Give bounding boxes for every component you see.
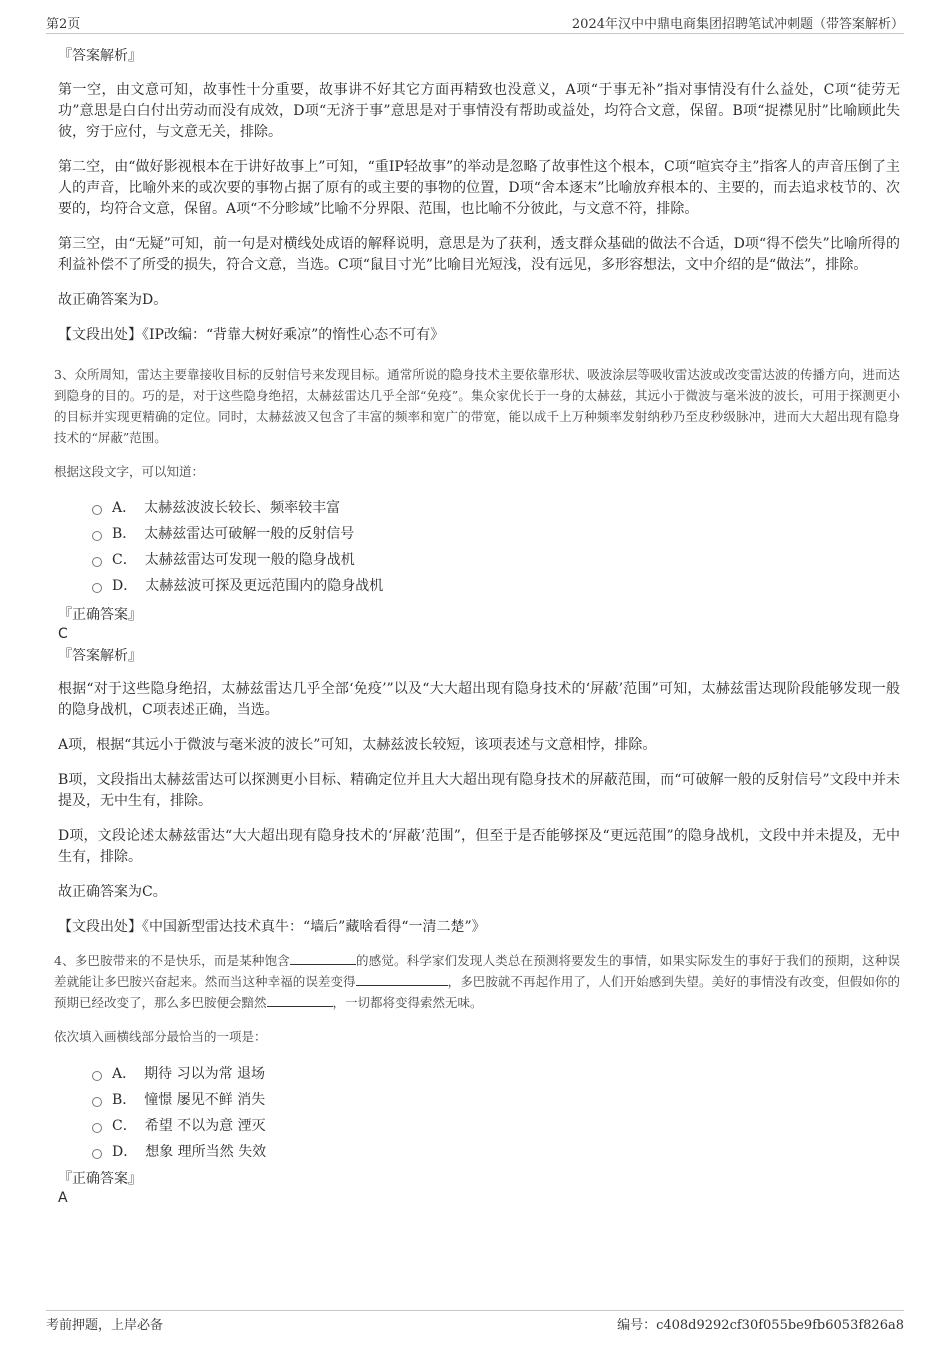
option-d[interactable]: D． 太赫兹波可探及更远范围内的隐身战机 — [92, 573, 900, 599]
question-stem: 4、多巴胺带来的不是快乐，而是某种饱含 的感觉。科学家们发现人类总在预测将要发生的事情，如果实际发生的事好于我们的预期，这种误差就能让多巴胺兴奋起来。然而当这种幸福的误差变得 ，多巴胺就不再起作用了，人们开始感到失望。美好的事情没有改变，但假如你的预期已经改变了，那么多巴胺便会黯然 ，一切都将变得索然无味。 — [54, 953, 900, 1010]
page-header — [46, 13, 904, 31]
page-number: 第2页 — [46, 17, 81, 32]
radio-icon[interactable] — [92, 583, 102, 593]
source-citation: 【文段出处】《IP改编：“背靠大树好乘凉”的惰性心态不可有》 — [58, 327, 445, 343]
analysis-paragraph: 第一空，由文意可知，故事性十分重要，故事讲不好其它方面再精致也没意义，A项“于事无补”指对事情没有什么益处，C项“徒劳无功”意思是白白付出劳动而没有成效，D项“无济于事”意思是对于事情没有帮助或益处，均符合文意，保留。B项“捉襟见肘”比喻顾此失彼，穷于应付，与文意无关，排除。 — [58, 82, 900, 140]
analysis-label: 『答案解析』 — [58, 48, 142, 64]
radio-icon[interactable] — [92, 1149, 102, 1159]
radio-icon[interactable] — [92, 531, 102, 541]
answer-label: 『正确答案』 — [58, 607, 142, 623]
radio-icon[interactable] — [92, 1123, 102, 1133]
analysis-paragraph: 第二空，由“做好影视根本在于讲好故事上”可知，“重IP轻故事”的举动是忽略了故事性这个根本，C项“喧宾夺主”指客人的声音压倒了主人的声音，比喻外来的或次要的事物占据了原有的或主要的事物的位置，D项“舍本逐末”比喻放弃根本的、主要的，而去追求枝节的、次要的，均符合文意，保留。A项“不分畛域”比喻不分界限、范围，也比喻不分彼此，与文意不符，排除。 — [58, 159, 900, 217]
question-3-answer — [58, 605, 900, 938]
options-list — [92, 1061, 900, 1165]
options-list — [92, 495, 900, 599]
analysis-paragraph: B项，文段指出太赫兹雷达可以探测更小目标、精确定位并且大大超出现有隐身技术的屏蔽范围，而“可破解一般的反射信号”文段中并未提及，无中生有，排除。 — [58, 772, 900, 809]
question-number: 4、 — [54, 953, 75, 968]
radio-icon[interactable] — [92, 505, 102, 515]
question-2-analysis — [58, 46, 900, 346]
answer-blank — [267, 994, 333, 1007]
analysis-paragraph: D项，文段论述太赫兹雷达“大大超出现有隐身技术的‘屏蔽’范围”，但至于是否能够探及“更远范围”的隐身战机，文段中并未提及，无中生有，排除。 — [58, 828, 900, 865]
answer-blank — [290, 952, 356, 965]
footer-divider — [46, 1310, 904, 1311]
option-a[interactable]: A． 期待 习以为常 退场 — [92, 1061, 900, 1087]
option-b[interactable]: B． 憧憬 屡见不鲜 消失 — [92, 1087, 900, 1113]
radio-icon[interactable] — [92, 1097, 102, 1107]
question-number: 3、 — [54, 367, 75, 382]
option-a[interactable]: A． 太赫兹波波长较长、频率较丰富 — [92, 495, 900, 521]
question-4-answer — [58, 1169, 900, 1207]
page-content — [54, 46, 901, 1207]
analysis-paragraph: 根据“对于这些隐身绝招，太赫兹雷达几乎全部‘免疫’”以及“大大超出现有隐身技术的‘屏蔽’范围”可知，太赫兹雷达现阶段能够发现一般的隐身战机，C项表述正确，当选。 — [58, 681, 900, 718]
correct-answer: A — [58, 1190, 68, 1206]
question-4 — [54, 950, 900, 1165]
answer-label: 『正确答案』 — [58, 1171, 142, 1187]
footer-slogan: 考前押题，上岸必备 — [46, 1318, 164, 1333]
document-code: 编号：c408d9292cf30f055be9fb6053f826a8 — [617, 1318, 904, 1333]
question-3 — [54, 364, 900, 599]
analysis-conclusion: 故正确答案为D。 — [58, 292, 168, 308]
question-prompt: 依次填入画横线部分最恰当的一项是： — [54, 1029, 267, 1044]
option-b[interactable]: B． 太赫兹雷达可破解一般的反射信号 — [92, 521, 900, 547]
option-d[interactable]: D． 想象 理所当然 失效 — [92, 1139, 900, 1165]
answer-blank — [356, 973, 448, 986]
question-prompt: 根据这段文字，可以知道： — [54, 464, 205, 479]
radio-icon[interactable] — [92, 1071, 102, 1081]
analysis-label: 『答案解析』 — [58, 648, 142, 664]
source-citation: 【文段出处】《中国新型雷达技术真牛：“墙后”藏啥看得“一清二楚”》 — [58, 919, 486, 935]
question-stem: 3、众所周知，雷达主要靠接收目标的反射信号来发现目标。通常所说的隐身技术主要依靠形状、吸波涂层等吸收雷达波或改变雷达波的传播方向，进而达到隐身的目的。巧的是，对于这些隐身绝招，太赫兹雷达几乎全部“免疫”。集众家优长于一身的太赫兹，其远小于微波与毫米波的波长，可用于探测更小的目标并实现更精确的定位。同时，太赫兹波又包含了丰富的频率和宽广的带宽，能以成千上万种频率发射纳秒乃至皮秒级脉冲，进而大大超出现有隐身技术的“屏蔽”范围。 — [54, 367, 901, 445]
analysis-paragraph: A项，根据“其远小于微波与毫米波的波长”可知，太赫兹波长较短，该项表述与文意相悖，排除。 — [58, 737, 657, 753]
correct-answer: C — [58, 626, 68, 642]
option-c[interactable]: C． 太赫兹雷达可发现一般的隐身战机 — [92, 547, 900, 573]
document-title: 2024年汉中中鼎电商集团招聘笔试冲刺题（带答案解析） — [571, 17, 904, 32]
analysis-paragraph: 第三空，由“无疑”可知，前一句是对横线处成语的解释说明，意思是为了获利，透支群众基础的做法不合适，D项“得不偿失”比喻所得的利益补偿不了所受的损失，符合文意，当选。C项“鼠目寸光”比喻目光短浅，没有远见，多形容想法，文中介绍的是“做法”，排除。 — [58, 236, 900, 273]
header-divider — [46, 33, 904, 34]
analysis-conclusion: 故正确答案为C。 — [58, 884, 167, 900]
option-c[interactable]: C． 希望 不以为意 湮灭 — [92, 1113, 900, 1139]
radio-icon[interactable] — [92, 557, 102, 567]
